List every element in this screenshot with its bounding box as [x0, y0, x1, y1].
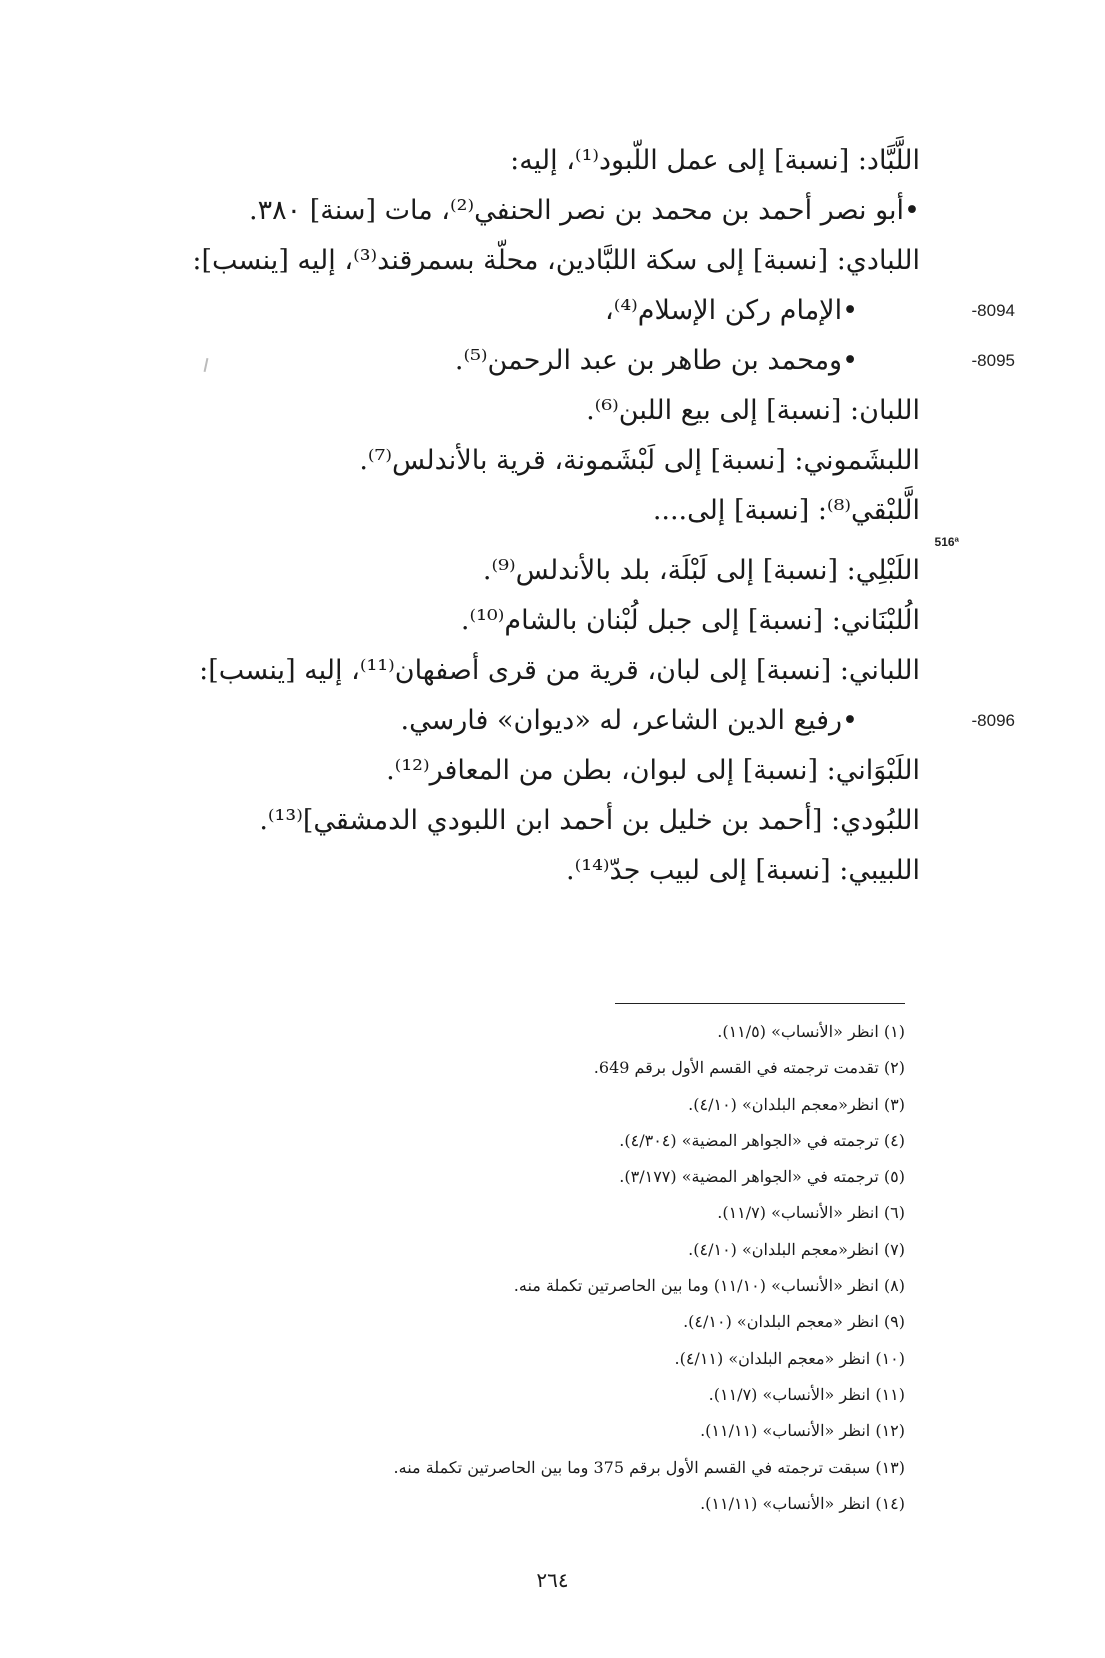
entry-text: •ومحمد بن طاهر بن عبد الرحمن⁽⁵⁾.: [454, 345, 858, 376]
manuscript-folio-marker: 516ª: [934, 535, 959, 549]
entry-line: [220, 386, 920, 436]
entry-line: [220, 186, 920, 236]
entry-text: اللَبْوَاني: [نسبة] إلى لبوان، بطن من المعافر⁽¹²⁾.: [386, 755, 920, 786]
footnote: (١١) انظر «الأنساب» (١١/٧).: [708, 1384, 905, 1404]
entry-line: [220, 436, 920, 486]
entry-text: اللبيبي: [نسبة] إلى لبيب جدّ⁽¹⁴⁾.: [566, 855, 920, 886]
entry-line: [220, 136, 920, 186]
entry-line: [220, 846, 920, 896]
entry-text: اللبشَموني: [نسبة] إلى لَبْشَمونة، قرية بالأندلس⁽⁷⁾.: [359, 445, 920, 476]
footnote: (٩) انظر «معجم البلدان» (٤/١٠).: [683, 1312, 905, 1332]
footnote: (٢) تقدمت ترجمته في القسم الأول برقم 649.: [593, 1058, 905, 1078]
stray-pen-mark: [204, 358, 209, 372]
entry-text: •رفيع الدين الشاعر، له «ديوان» فارسي.: [400, 705, 858, 736]
footnote: (٧) انظر«معجم البلدان» (٤/١٠).: [688, 1239, 905, 1259]
entry-text: الَّلبْقي⁽⁸⁾: [نسبة] إلى....: [652, 495, 920, 526]
entry-text: اللبُودي: [أحمد بن خليل بن أحمد ابن اللبودي الدمشقي]⁽¹³⁾.: [259, 805, 920, 836]
entry-line: [192, 236, 920, 286]
entry-number: -8096: [971, 711, 1015, 730]
entry-line: [220, 486, 920, 536]
folio-gap: [220, 536, 920, 546]
entry-line: [220, 286, 1015, 336]
entry-text: اللَبْلِي: [نسبة] إلى لَبْلَة، بلد بالأندلس⁽⁹⁾.: [482, 555, 920, 586]
footnote: (١٣) سبقت ترجمته في القسم الأول برقم 375 وما بين الحاصرتين تكملة منه.: [393, 1457, 905, 1477]
entry-number: -8094: [971, 301, 1015, 320]
entry-text: •الإمام ركن الإسلام⁽⁴⁾،: [604, 295, 858, 326]
footnote: (١٢) انظر «الأنساب» (١١/١١).: [700, 1421, 905, 1441]
footnotes: [185, 1014, 905, 1522]
footnote: (١٠) انظر «معجم البلدان» (٤/١١).: [674, 1348, 905, 1368]
footnote: (٥) ترجمته في «الجواهر المضية» (٣/١٧٧).: [619, 1167, 905, 1187]
entry-text: الُلبْنَاني: [نسبة] إلى جبل لُبْنان بالشام⁽¹⁰⁾.: [460, 605, 920, 636]
page-number: ٢٦٤: [536, 1568, 569, 1592]
entry-line: [220, 746, 920, 796]
footnote: (٨) انظر «الأنساب» (١١/١٠) وما بين الحاصرتين تكملة منه.: [513, 1276, 905, 1296]
entry-text: اللَّبَّاد: [نسبة] إلى عمل اللّبود⁽¹⁾، إليه:: [510, 145, 920, 176]
entry-text: اللبادي: [نسبة] إلى سكة اللبَّادين، محلّة بسمرقند⁽³⁾، إليه [ينسب]:: [192, 245, 920, 276]
entry-line: [220, 546, 920, 596]
entry-line: [220, 796, 920, 846]
footnote: (٣) انظر«معجم البلدان» (٤/١٠).: [688, 1094, 905, 1114]
entry-line: [199, 646, 920, 696]
entry-text: اللباني: [نسبة] إلى لبان، قرية من قرى أصفهان⁽¹¹⁾، إليه [ينسب]:: [199, 655, 920, 686]
footnote: (٦) انظر «الأنساب» (١١/٧).: [717, 1203, 905, 1223]
footnote: (١٤) انظر «الأنساب» (١١/١١).: [700, 1493, 905, 1513]
entry-text: اللبان: [نسبة] إلى بيع اللبن⁽⁶⁾.: [586, 395, 920, 426]
entry-line: [220, 596, 920, 646]
entry-line: [220, 696, 1015, 746]
entry-text: •أبو نصر أحمد بن محمد بن نصر الحنفي⁽²⁾، مات [سنة] ٣٨٠.: [249, 195, 920, 226]
entry-line: [220, 336, 1015, 386]
entry-number: -8095: [971, 351, 1015, 370]
footnote-separator: [615, 1003, 905, 1004]
footnote: (١) انظر «الأنساب» (١١/٥).: [717, 1022, 905, 1041]
footnote: (٤) ترجمته في «الجواهر المضية» (٤/٣٠٤).: [619, 1130, 905, 1150]
